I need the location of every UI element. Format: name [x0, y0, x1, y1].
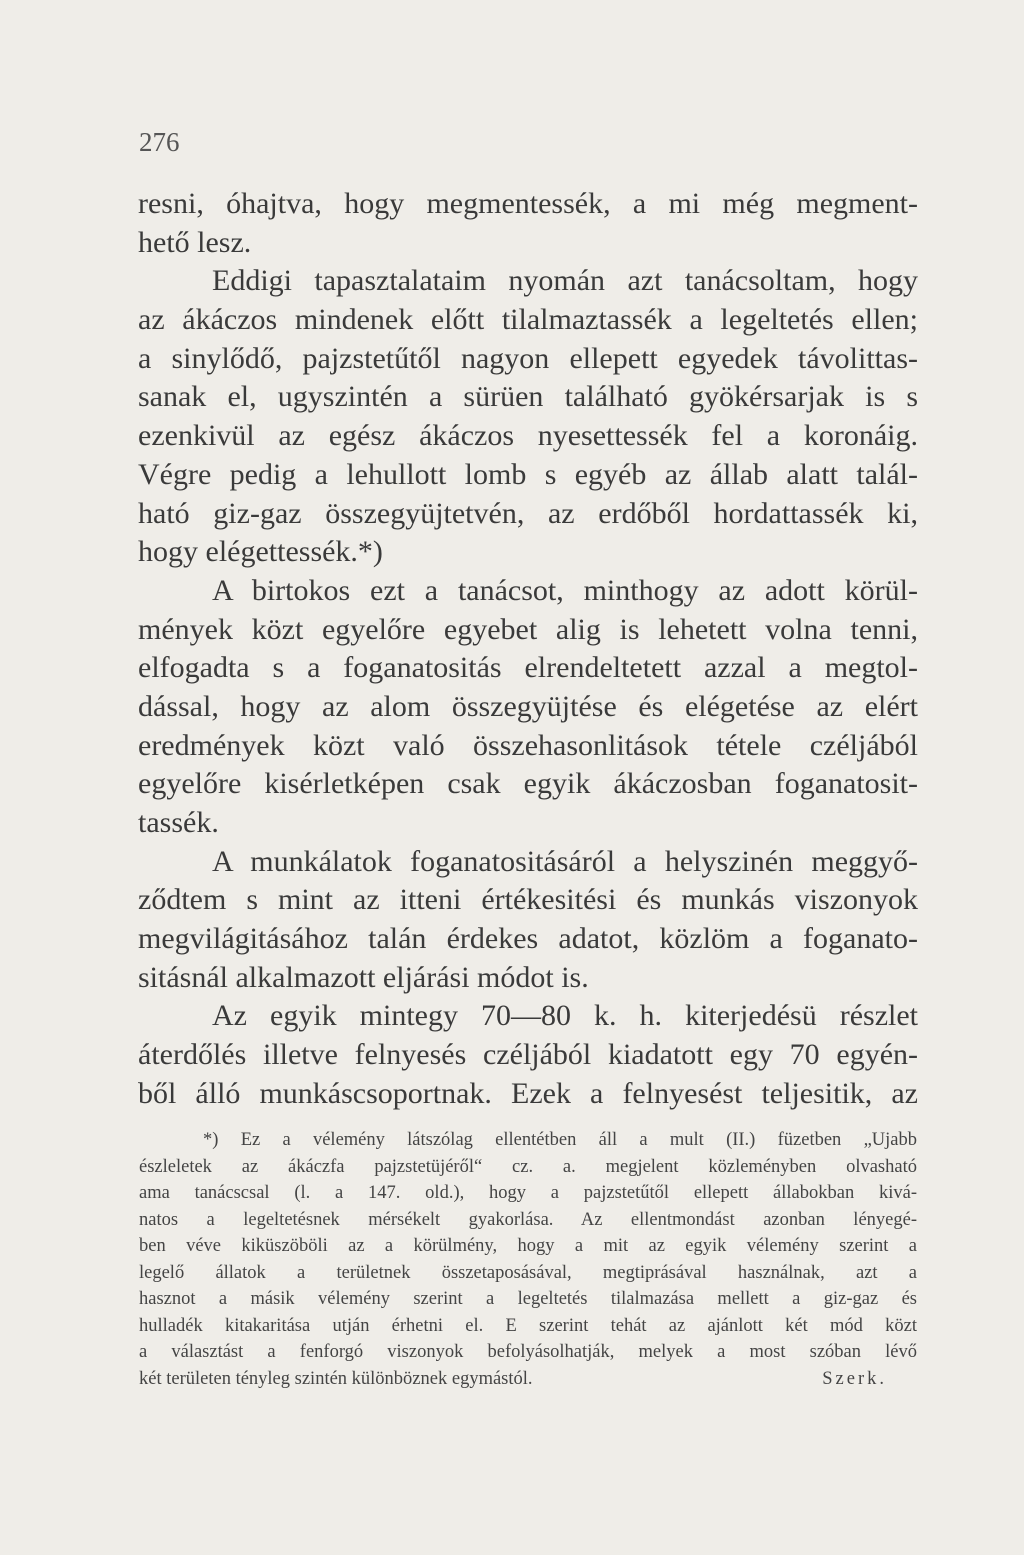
text-line: az ákáczos mindenek előtt tilalmaztassék a legeltetés ellen;: [138, 303, 918, 337]
footnote: [139, 1127, 917, 1392]
footnote-line: a választást a fenforgó viszonyok befolyásolhatják, melyek a most szóban lévő: [139, 1342, 917, 1362]
footnote-last-text: két területen tényleg szintén különböznek egymástól.: [139, 1368, 533, 1389]
text-line: tassék.: [138, 806, 219, 839]
text-line: hogy elégettessék.*): [138, 535, 383, 569]
editor-signature: Szerk.: [822, 1368, 887, 1389]
page-number: 276: [139, 127, 180, 157]
text-line: ből álló munkáscsoportnak. Ezek a felnyesést teljesitik, az: [138, 1076, 918, 1110]
text-line: ződtem s mint az itteni értékesitési és munkás viszonyok: [138, 883, 918, 917]
footnote-line: *) Ez a vélemény látszólag ellentétben áll a mult (II.) füzetben „Ujabb: [203, 1130, 917, 1150]
text-line: sanak el, ugyszintén a sürüen található gyökérsarjak is s: [138, 380, 918, 414]
text-line: Eddigi tapasztalataim nyomán azt tanácsoltam, hogy: [212, 264, 918, 298]
text-line: áterdőlés illetve felnyesés czéljából kiadatott egy 70 egyén-: [138, 1038, 918, 1072]
text-line: ezenkivül az egész ákáczos nyesettessék fel a koronáig.: [138, 419, 918, 453]
footnote-line: natos a legeltetésnek mérsékelt gyakorlása. Az ellentmondást azonban lényegé-: [139, 1209, 917, 1230]
footnote-last-line: [139, 1366, 917, 1393]
footnote-line: ama tanácscsal (l. a 147. old.), hogy a pajzstetűtől ellepett állabokban kivá-: [139, 1183, 917, 1203]
text-line: eredmények közt való összehasonlitások tétele czéljából: [138, 728, 918, 762]
text-line: elfogadta s a foganatositás elrendeltetett azzal a megtol-: [138, 651, 918, 685]
text-line: Az egyik mintegy 70—80 k. h. kiterjedésü részlet: [212, 999, 918, 1033]
footnote-line: hasznot a másik vélemény szerint a legeltetés tilalmazása mellett a giz-gaz és: [139, 1289, 917, 1309]
footnote-line: legelő állatok a területnek összetaposásával, megtiprásával használnak, azt a: [139, 1262, 917, 1283]
text-line: mények közt egyelőre egyebet alig is lehetett volna tenni,: [138, 612, 918, 646]
footnote-line: ben véve kiküszöböli az a körülmény, hogy a mit az egyik vélemény szerint a: [139, 1236, 917, 1256]
text-line: a sinylődő, pajzstetűtől nagyon ellepett egyedek távolittas-: [138, 341, 918, 375]
text-line: ható giz-gaz összegyüjtetvén, az erdőből hordattassék ki,: [138, 496, 918, 530]
text-line: resni, óhajtva, hogy megmentessék, a mi még megment-: [138, 187, 918, 220]
text-line: A munkálatok foganatositásáról a helyszinén meggyő-: [212, 844, 918, 878]
footnote-line: észleletek az ákáczfa pajzstetüjéről“ cz. a. megjelent közleményben olvasható: [139, 1156, 917, 1177]
text-line: sitásnál alkalmazott eljárási módot is.: [138, 960, 589, 994]
text-line: Végre pedig a lehullott lomb s egyéb az állab alatt talál-: [138, 457, 918, 491]
body-text: [138, 185, 918, 1114]
text-line: dással, hogy az alom összegyüjtése és elégetése az elért: [138, 689, 918, 723]
text-line: hető lesz.: [138, 225, 252, 259]
footnote-lines: [139, 1127, 917, 1366]
text-line: A birtokos ezt a tanácsot, minthogy az adott körül-: [212, 573, 918, 607]
footnote-line: hulladék kitakaritása utján érhetni el. E szerint tehát az ajánlott két mód közt: [139, 1315, 917, 1336]
text-line: egyelőre kisérletképen csak egyik ákáczosban foganatosit-: [138, 767, 918, 801]
text-line: megvilágitásához talán érdekes adatot, közlöm a foganato-: [138, 922, 918, 956]
